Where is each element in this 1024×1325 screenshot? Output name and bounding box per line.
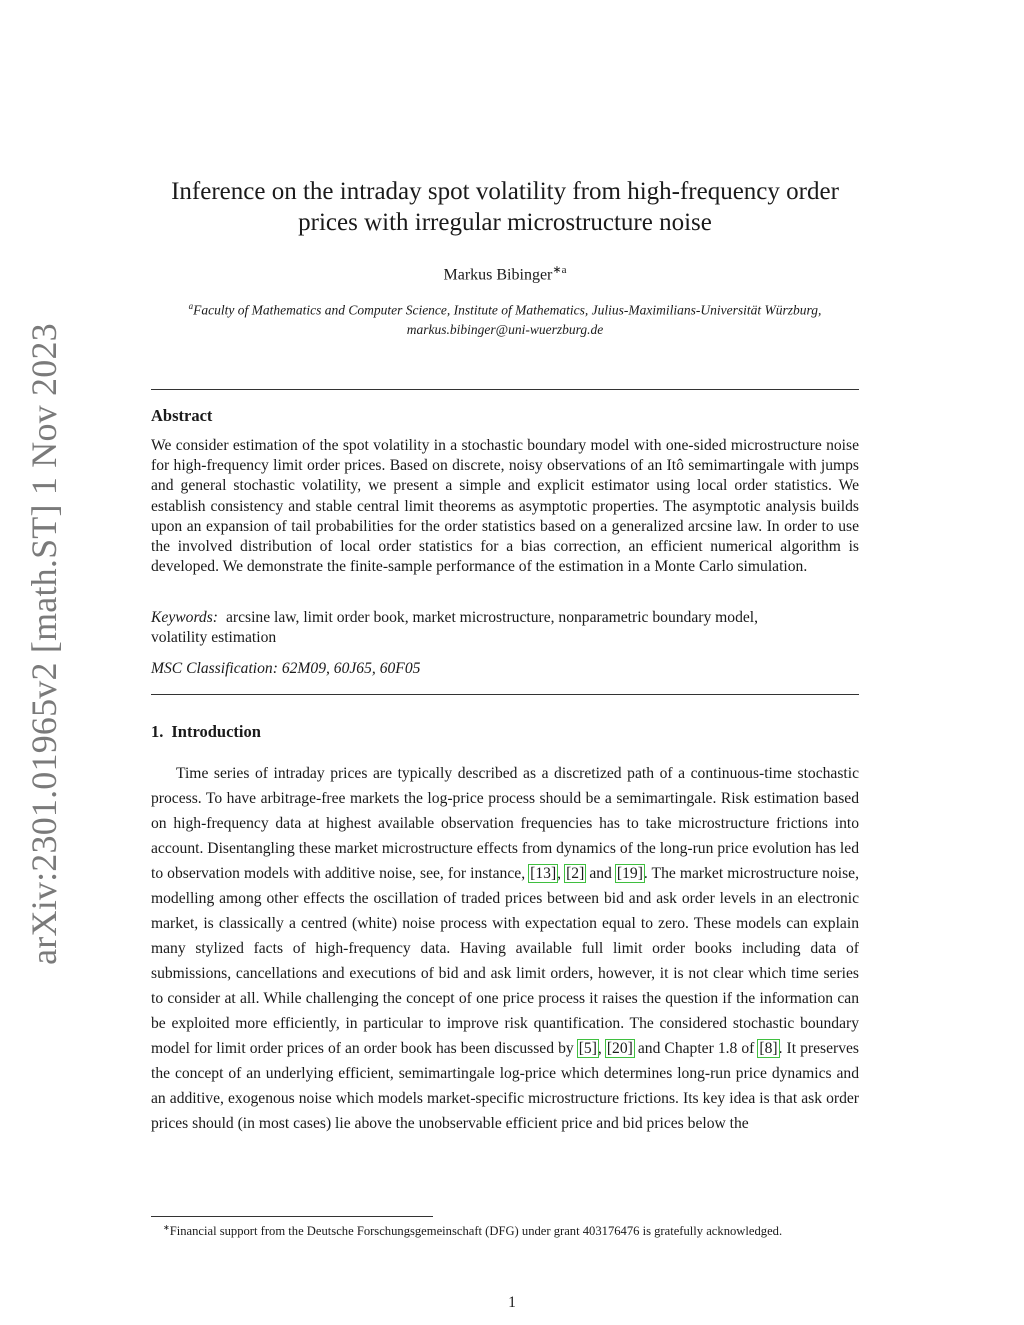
- intro-text: ,: [557, 865, 566, 882]
- keywords: [151, 608, 816, 648]
- abstract-bottom-rule: [151, 694, 859, 695]
- citation-link[interactable]: [8]: [759, 1040, 778, 1057]
- msc-classification: MSC Classification: 62M09, 60J65, 60F05: [151, 660, 421, 677]
- intro-text: and Chapter 1.8 of: [633, 1040, 759, 1057]
- intro-text: . It preserves the concept of an underlying efficient, semimartingale log-price which determines long-run price dynamics and an additive, exogenous noise which models market-specific microstructure frictions. Its key idea is that ask order prices should (in most cases) lie above the unobservable efficient price and bid prices below the: [151, 1040, 859, 1132]
- keywords-text: arcsine law, limit order book, market microstructure, nonparametric boundary model, volatility estimation: [151, 609, 759, 646]
- section-heading: [151, 722, 261, 742]
- affiliation-mark: a: [188, 301, 194, 311]
- footnote-mark: ∗: [163, 1223, 170, 1232]
- citation-link[interactable]: [20]: [606, 1040, 633, 1057]
- introduction-paragraph: [151, 761, 859, 1136]
- abstract-text: We consider estimation of the spot volatility in a stochastic boundary model with one-sided microstructure noise for high-frequency limit order prices. Based on discrete, noisy observations of an Itô semimartingale with jumps and general stochastic volatility, we present a simple and explicit estimator using local order statistics. We establish consistency and stable central limit theorems as asymptotic properties. The asymptotic analysis builds upon an expansion of tail probabilities for the order statistics based on a generalized arcsine law. In order to use the involved distribution of local order statistics for a bias correction, an efficient numerical algorithm is developed. We demonstrate the finite-sample performance of the estimation in a Monte Carlo simulation.: [151, 437, 859, 576]
- citation-link[interactable]: [19]: [616, 865, 643, 882]
- abstract-top-rule: [151, 389, 859, 390]
- section-number: 1.: [151, 722, 164, 741]
- arxiv-identifier: arXiv:2301.01965v2 [math.ST] 1 Nov 2023: [24, 323, 64, 965]
- keywords-label: Keywords:: [151, 609, 218, 626]
- affiliation: [151, 297, 859, 339]
- citation-link[interactable]: [5]: [578, 1040, 597, 1057]
- author-marks: ∗a: [552, 264, 567, 276]
- intro-text: and: [585, 865, 616, 882]
- page-number: 1: [508, 1294, 516, 1311]
- paper-title: Inference on the intraday spot volatility from high-frequency order prices with irregular microstructure noise: [171, 178, 839, 236]
- citation-link[interactable]: [13]: [530, 865, 557, 882]
- intro-text: ,: [597, 1040, 606, 1057]
- affiliation-text: Faculty of Mathematics and Computer Science, Institute of Mathematics, Julius-Maximilians-Universität Würzburg, markus.bibinger@uni-wuerzburg.de: [193, 302, 822, 337]
- footnote-rule: [151, 1216, 433, 1217]
- intro-text: . The market microstructure noise, modelling among other effects the oscillation of traded prices between bid and ask order levels in an electronic market, is classically a centred (white) noise process with expectation equal to zero. These models can explain many stylized facts of high-frequency data. Having available full limit order books including data of submissions, cancellations and executions of bid and ask limit orders, however, it is not clear which time series to consider at all. While challenging the concept of one price process it raises the question if the information can be exploited more efficiently, in particular to improve risk quantification. The considered stochastic boundary model for limit order prices of an order book has been discussed by: [151, 865, 859, 1057]
- intro-text: Time series of intraday prices are typically described as a discretized path of a continuous-time stochastic process. To have arbitrage-free markets the log-price process should be a semimartingale. Risk estimation based on high-frequency data at highest available observation frequencies has to take microstructure frictions into account. Disentangling these market microstructure effects from dynamics of the long-run price evolution has led to observation models with additive noise, see, for instance,: [151, 765, 859, 882]
- author-name: Markus Bibinger: [443, 266, 553, 284]
- section-title: Introduction: [171, 722, 261, 741]
- abstract-heading: Abstract: [151, 406, 213, 425]
- author-line: [151, 263, 859, 284]
- citation-link[interactable]: [2]: [566, 865, 585, 882]
- footnote: [151, 1220, 859, 1239]
- footnote-text: Financial support from the Deutsche Forschungsgemeinschaft (DFG) under grant 403176476 is gratefully acknowledged.: [169, 1224, 783, 1239]
